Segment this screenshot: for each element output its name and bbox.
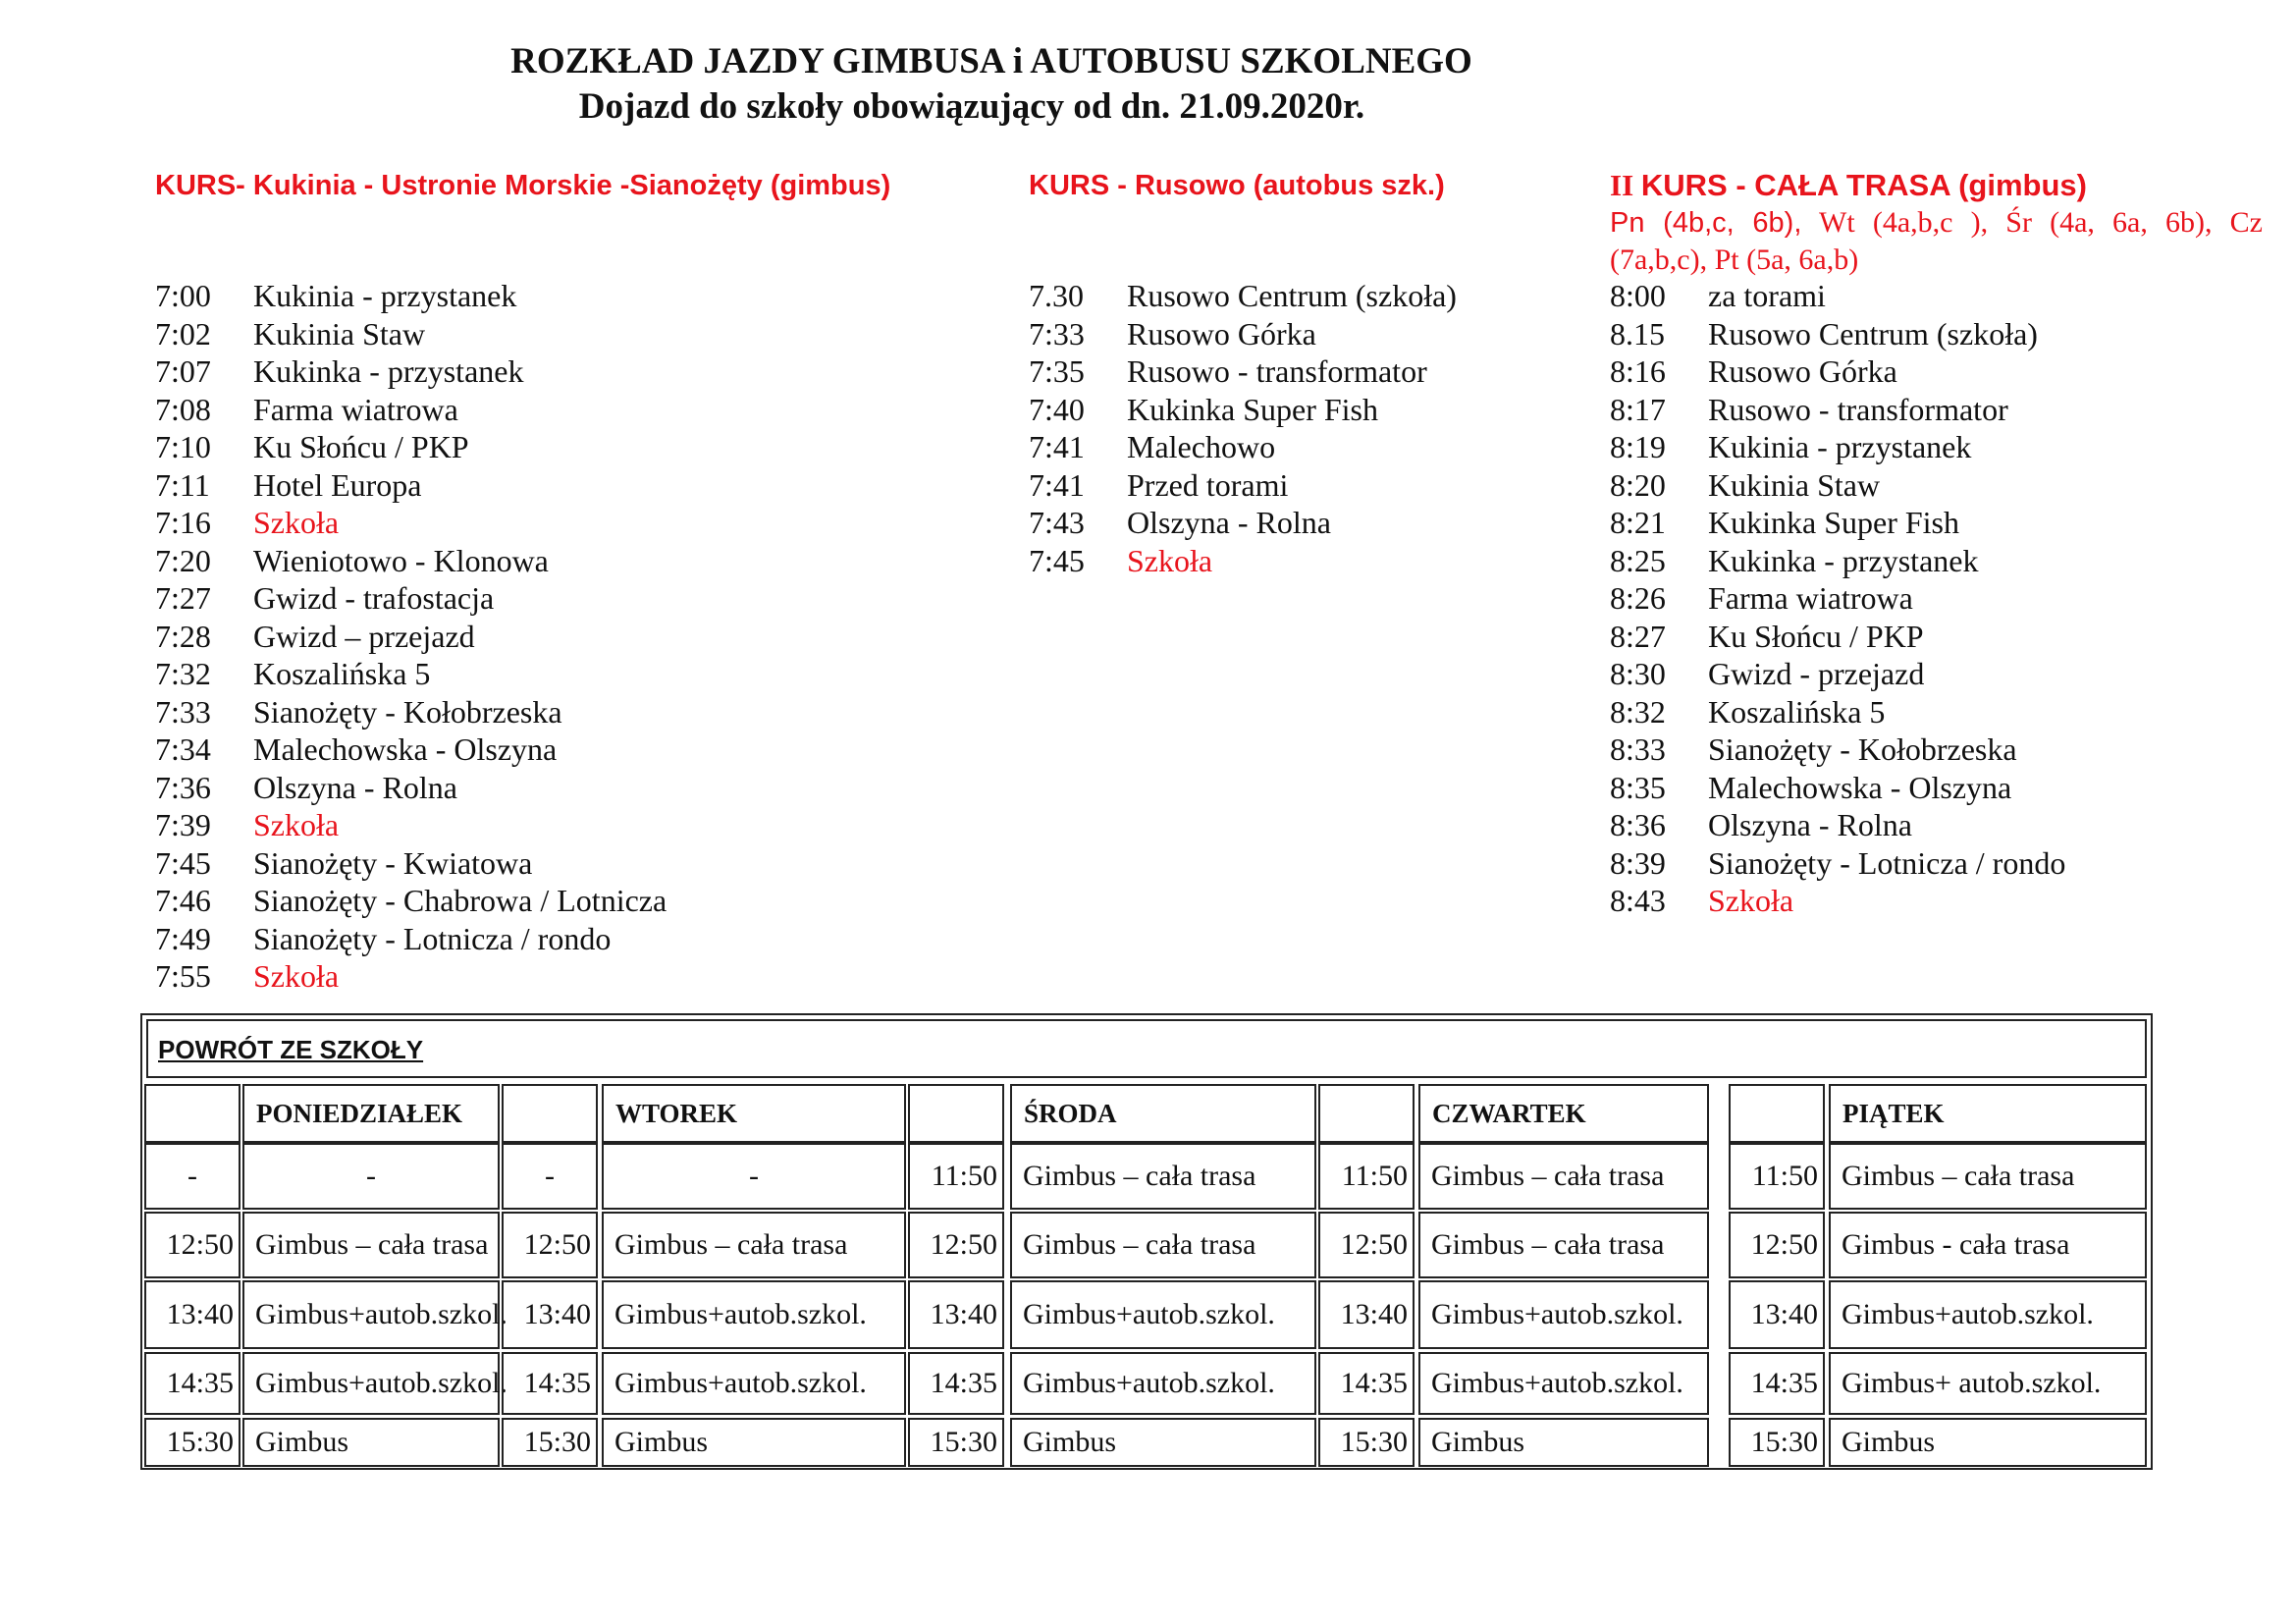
route-b-stop-row (1029, 428, 1457, 466)
return-time-cell: 12:50 (144, 1212, 240, 1278)
route-c-stop-row (1610, 731, 2065, 769)
route-a-stop-name: Kukinia Staw (253, 315, 426, 352)
route-c-stop-row (1610, 769, 2065, 807)
route-c-stops (1610, 277, 2065, 920)
return-service-cell: Gimbus – cała trasa (1010, 1143, 1316, 1210)
route-c-stop-row (1610, 618, 2065, 656)
route-a-stop-name: Sianożęty - Kołobrzeska (253, 693, 562, 730)
route-c-stop-time: 8:32 (1610, 693, 1666, 730)
route-a-stop-name: Malechowska - Olszyna (253, 731, 558, 767)
return-service-cell: Gimbus – cała trasa (1829, 1143, 2147, 1210)
route-c-stop-time: 8:36 (1610, 807, 1666, 842)
route-a-stop-time: 7:02 (155, 315, 211, 352)
route-c-stop-time: 8:30 (1610, 656, 1666, 691)
route-b-stop-row (1029, 466, 1457, 505)
route-c-stop-name: Farma wiatrowa (1708, 580, 1913, 616)
route-c-stop-name: Rusowo Górka (1708, 353, 1897, 389)
return-time-cell: 11:50 (1729, 1143, 1825, 1210)
route-b-stop-name: Rusowo Centrum (szkoła) (1127, 278, 1457, 313)
route-c-stop-name: Rusowo - transformator (1708, 391, 2008, 427)
route-a-stop-time: 7:32 (155, 656, 211, 691)
route-c-stop-name: Kukinia - przystanek (1708, 429, 1972, 464)
route-c-stop-time: 8:00 (1610, 278, 1666, 313)
route-c-stop-name: za torami (1708, 278, 1826, 313)
return-service-cell: Gimbus+autob.szkol. (602, 1280, 906, 1349)
route-a-stop-time: 7:07 (155, 353, 211, 389)
return-header-time-cell (502, 1084, 598, 1143)
route-c-stop-row (1610, 579, 2065, 618)
route-a-stop-time: 7:55 (155, 958, 211, 994)
route-c-stop-name: Kukinia Staw (1708, 466, 1881, 503)
return-service-cell: Gimbus+autob.szkol. (1010, 1280, 1316, 1349)
route-a-stop-row (155, 844, 667, 883)
return-time-cell: 13:40 (144, 1280, 240, 1349)
route-c-stop-time: 8:27 (1610, 618, 1666, 654)
return-header-time-cell (144, 1084, 240, 1143)
route-a-stop-name: Szkoła (253, 807, 340, 842)
route-c-stop-name: Koszalińska 5 (1708, 693, 1886, 730)
route-c-heading-text: KURS - CAŁA TRASA (gimbus) (1640, 168, 2087, 202)
route-c-stop-name: Sianożęty - Lotnicza / rondo (1708, 844, 2066, 881)
route-a-stop-name: Sianożęty - Kwiatowa (253, 844, 533, 881)
route-c-stop-time: 8:33 (1610, 731, 1666, 767)
route-c-stop-row (1610, 844, 2065, 883)
route-c-stop-row (1610, 428, 2065, 466)
route-a-stop-time: 7:11 (155, 466, 210, 503)
return-service-cell: Gimbus+ autob.szkol. (1829, 1352, 2147, 1415)
route-a-stop-time: 7:27 (155, 580, 211, 616)
route-b (1029, 167, 1578, 204)
route-c (1610, 167, 2277, 279)
return-service-cell: Gimbus+autob.szkol. (242, 1280, 500, 1349)
return-day-header: CZWARTEK (1418, 1084, 1709, 1143)
route-a-stop-name: Farma wiatrowa (253, 391, 458, 427)
route-c-stop-time: 8:39 (1610, 844, 1666, 881)
return-service-cell: - (602, 1143, 906, 1210)
route-a-heading: KURS- Kukinia - Ustronie Morskie -Sianożęty (gimbus) (155, 170, 891, 201)
return-service-cell: Gimbus+autob.szkol. (242, 1352, 500, 1415)
return-time-cell: 14:35 (908, 1352, 1004, 1415)
return-service-cell: Gimbus (1010, 1418, 1316, 1467)
route-a-stop-row (155, 315, 667, 353)
route-a-stop-row (155, 920, 667, 958)
return-service-cell: Gimbus (242, 1418, 500, 1467)
route-a-stop-row (155, 504, 667, 542)
route-c-days-rest: Wt (4a,b,c ), Śr (4a, 6a, 6b), Cz (7a,b,c), Pt (5a, 6a,b) (1610, 206, 2263, 276)
return-time-cell: 15:30 (144, 1418, 240, 1467)
route-a-stop-row (155, 655, 667, 693)
return-service-cell: Gimbus (1418, 1418, 1709, 1467)
route-a-stop-time: 7:45 (155, 844, 211, 881)
route-b-stop-time: 7.30 (1029, 278, 1084, 313)
return-service-cell: Gimbus - cała trasa (1829, 1212, 2147, 1278)
route-a-stop-time: 7:36 (155, 769, 211, 805)
route-c-stop-row (1610, 315, 2065, 353)
route-a-stop-row (155, 352, 667, 391)
return-time-cell: 12:50 (1318, 1212, 1415, 1278)
route-b-stop-time: 7:43 (1029, 505, 1085, 540)
route-c-stop-name: Szkoła (1708, 883, 1794, 918)
route-a-stop-row (155, 957, 667, 996)
route-c-stop-name: Gwizd - przejazd (1708, 656, 1925, 691)
route-a-stop-row (155, 277, 667, 315)
route-c-heading (1610, 167, 2277, 204)
return-service-cell: Gimbus+autob.szkol. (1829, 1280, 2147, 1349)
return-time-cell: 11:50 (908, 1143, 1004, 1210)
route-b-stops (1029, 277, 1457, 579)
route-a-stop-row (155, 806, 667, 844)
page-subtitle: Dojazd do szkoły obowiązujący od dn. 21.09.2020r. (578, 86, 1365, 127)
return-service-cell: Gimbus+autob.szkol. (1010, 1352, 1316, 1415)
route-a-stop-name: Gwizd – przejazd (253, 618, 475, 654)
route-c-days (1610, 204, 2263, 279)
return-service-cell: Gimbus – cała trasa (1418, 1212, 1709, 1278)
route-a-stop-time: 7:33 (155, 693, 211, 730)
route-a-stop-name: Szkoła (253, 505, 340, 540)
return-time-cell: 13:40 (908, 1280, 1004, 1349)
route-b-stop-name: Rusowo Górka (1127, 315, 1316, 352)
route-b-stop-row (1029, 391, 1457, 429)
return-time-cell: 13:40 (1729, 1280, 1825, 1349)
route-c-stop-time: 8:35 (1610, 769, 1666, 805)
route-a-stop-time: 7:34 (155, 731, 211, 767)
return-day-header: ŚRODA (1010, 1084, 1316, 1143)
route-a-stop-name: Hotel Europa (253, 466, 422, 503)
route-b-stop-name: Rusowo - transformator (1127, 353, 1427, 389)
route-c-stop-name: Kukinka Super Fish (1708, 505, 1959, 540)
return-time-cell: 14:35 (1729, 1352, 1825, 1415)
return-service-cell: Gimbus – cała trasa (1010, 1212, 1316, 1278)
route-c-stop-row (1610, 806, 2065, 844)
route-c-stop-row (1610, 466, 2065, 505)
return-time-cell: 13:40 (1318, 1280, 1415, 1349)
route-a-stop-name: Kukinka - przystanek (253, 353, 524, 389)
return-service-cell: - (242, 1143, 500, 1210)
route-a-stop-name: Ku Słońcu / PKP (253, 429, 469, 464)
return-table (140, 1013, 2153, 1470)
route-c-heading-roman: II (1610, 168, 1634, 202)
route-a-stop-row (155, 882, 667, 920)
return-service-cell: Gimbus – cała trasa (602, 1212, 906, 1278)
route-c-stop-row (1610, 693, 2065, 731)
route-b-stop-row (1029, 277, 1457, 315)
route-a (155, 167, 960, 204)
route-c-stop-row (1610, 277, 2065, 315)
route-a-stop-name: Koszalińska 5 (253, 656, 431, 691)
return-time-cell: 15:30 (1318, 1418, 1415, 1467)
return-service-cell: Gimbus (1829, 1418, 2147, 1467)
route-a-stop-time: 7:39 (155, 807, 211, 842)
route-a-stop-time: 7:10 (155, 429, 211, 464)
route-a-stop-name: Kukinia - przystanek (253, 278, 517, 313)
route-a-stop-row (155, 731, 667, 769)
route-a-stop-row (155, 391, 667, 429)
return-service-cell: Gimbus+autob.szkol. (602, 1352, 906, 1415)
route-c-stop-name: Rusowo Centrum (szkoła) (1708, 315, 2038, 352)
return-day-header: PONIEDZIAŁEK (242, 1084, 500, 1143)
return-service-cell: Gimbus+autob.szkol. (1418, 1352, 1709, 1415)
route-c-stop-row (1610, 504, 2065, 542)
route-a-stop-name: Sianożęty - Chabrowa / Lotnicza (253, 883, 667, 918)
route-c-stop-time: 8:26 (1610, 580, 1666, 616)
route-c-days-pn: Pn (4b,c, 6b), (1610, 207, 1802, 239)
route-c-stop-time: 8:21 (1610, 505, 1666, 540)
return-time-cell: 15:30 (908, 1418, 1004, 1467)
route-a-stop-name: Wieniotowo - Klonowa (253, 542, 549, 578)
return-time-cell: 14:35 (502, 1352, 598, 1415)
route-a-stop-row (155, 769, 667, 807)
route-c-stop-name: Sianożęty - Kołobrzeska (1708, 731, 2017, 767)
route-b-stop-name: Przed torami (1127, 466, 1289, 503)
route-c-stop-name: Ku Słońcu / PKP (1708, 618, 1924, 654)
return-time-cell: 15:30 (502, 1418, 598, 1467)
route-a-stop-row (155, 618, 667, 656)
route-b-stop-time: 7:41 (1029, 466, 1085, 503)
route-b-stop-name: Olszyna - Rolna (1127, 505, 1331, 540)
route-b-stop-name: Kukinka Super Fish (1127, 391, 1378, 427)
return-time-cell: 12:50 (908, 1212, 1004, 1278)
route-a-stop-time: 7:46 (155, 883, 211, 918)
route-a-stops (155, 277, 667, 996)
route-c-stop-row (1610, 352, 2065, 391)
return-header-time-cell (908, 1084, 1004, 1143)
route-a-stop-time: 7:28 (155, 618, 211, 654)
route-c-stop-name: Olszyna - Rolna (1708, 807, 1912, 842)
route-a-stop-time: 7:16 (155, 505, 211, 540)
return-table-title-row (146, 1019, 2147, 1078)
route-c-stop-time: 8:43 (1610, 883, 1666, 918)
route-b-stop-row (1029, 542, 1457, 580)
route-a-stop-time: 7:49 (155, 920, 211, 956)
return-header-time-cell (1729, 1084, 1825, 1143)
route-b-stop-time: 7:40 (1029, 391, 1085, 427)
route-a-stop-name: Sianożęty - Lotnicza / rondo (253, 920, 612, 956)
route-c-stop-time: 8:19 (1610, 429, 1666, 464)
page-title: ROZKŁAD JAZDY GIMBUSA i AUTOBUSU SZKOLNEGO (510, 41, 1472, 81)
return-time-cell: 14:35 (1318, 1352, 1415, 1415)
return-day-header: PIĄTEK (1829, 1084, 2147, 1143)
route-b-heading: KURS - Rusowo (autobus szk.) (1029, 170, 1445, 201)
return-time-cell: 11:50 (1318, 1143, 1415, 1210)
route-c-stop-row (1610, 391, 2065, 429)
return-header-time-cell (1318, 1084, 1415, 1143)
route-c-stop-time: 8:17 (1610, 391, 1666, 427)
route-b-stop-row (1029, 504, 1457, 542)
route-c-stop-name: Kukinka - przystanek (1708, 542, 1979, 578)
return-service-cell: Gimbus (602, 1418, 906, 1467)
route-c-stop-time: 8:16 (1610, 353, 1666, 389)
route-c-stop-time: 8:25 (1610, 542, 1666, 578)
route-a-stop-name: Gwizd - trafostacja (253, 580, 495, 616)
route-a-stop-name: Olszyna - Rolna (253, 769, 457, 805)
return-service-cell: Gimbus – cała trasa (242, 1212, 500, 1278)
route-a-stop-time: 7:08 (155, 391, 211, 427)
return-time-cell: 15:30 (1729, 1418, 1825, 1467)
route-a-stop-name: Szkoła (253, 958, 340, 994)
return-time-cell: 12:50 (1729, 1212, 1825, 1278)
route-c-stop-row (1610, 542, 2065, 580)
route-a-stop-row (155, 693, 667, 731)
return-service-cell: Gimbus+autob.szkol. (1418, 1280, 1709, 1349)
route-a-stop-time: 7:00 (155, 278, 211, 313)
route-b-stop-name: Malechowo (1127, 429, 1276, 464)
route-b-stop-time: 7:41 (1029, 429, 1085, 464)
route-b-stop-row (1029, 315, 1457, 353)
return-time-cell: 13:40 (502, 1280, 598, 1349)
route-c-stop-row (1610, 882, 2065, 920)
route-b-stop-time: 7:45 (1029, 542, 1085, 578)
route-b-stop-time: 7:35 (1029, 353, 1085, 389)
return-time-cell: - (144, 1143, 240, 1210)
route-a-stop-row (155, 579, 667, 618)
return-service-cell: Gimbus – cała trasa (1418, 1143, 1709, 1210)
route-a-stop-row (155, 428, 667, 466)
route-c-stop-time: 8:20 (1610, 466, 1666, 503)
route-c-stop-name: Malechowska - Olszyna (1708, 769, 2012, 805)
route-b-stop-time: 7:33 (1029, 315, 1085, 352)
return-time-cell: 12:50 (502, 1212, 598, 1278)
route-a-stop-row (155, 466, 667, 505)
route-b-stop-row (1029, 352, 1457, 391)
route-b-stop-name: Szkoła (1127, 542, 1213, 578)
return-table-title: POWRÓT ZE SZKOŁY (158, 1035, 424, 1064)
return-time-cell: - (502, 1143, 598, 1210)
route-a-stop-time: 7:20 (155, 542, 211, 578)
route-c-stop-time: 8.15 (1610, 315, 1665, 352)
return-time-cell: 14:35 (144, 1352, 240, 1415)
return-day-header: WTOREK (602, 1084, 906, 1143)
route-a-stop-row (155, 542, 667, 580)
route-c-stop-row (1610, 655, 2065, 693)
